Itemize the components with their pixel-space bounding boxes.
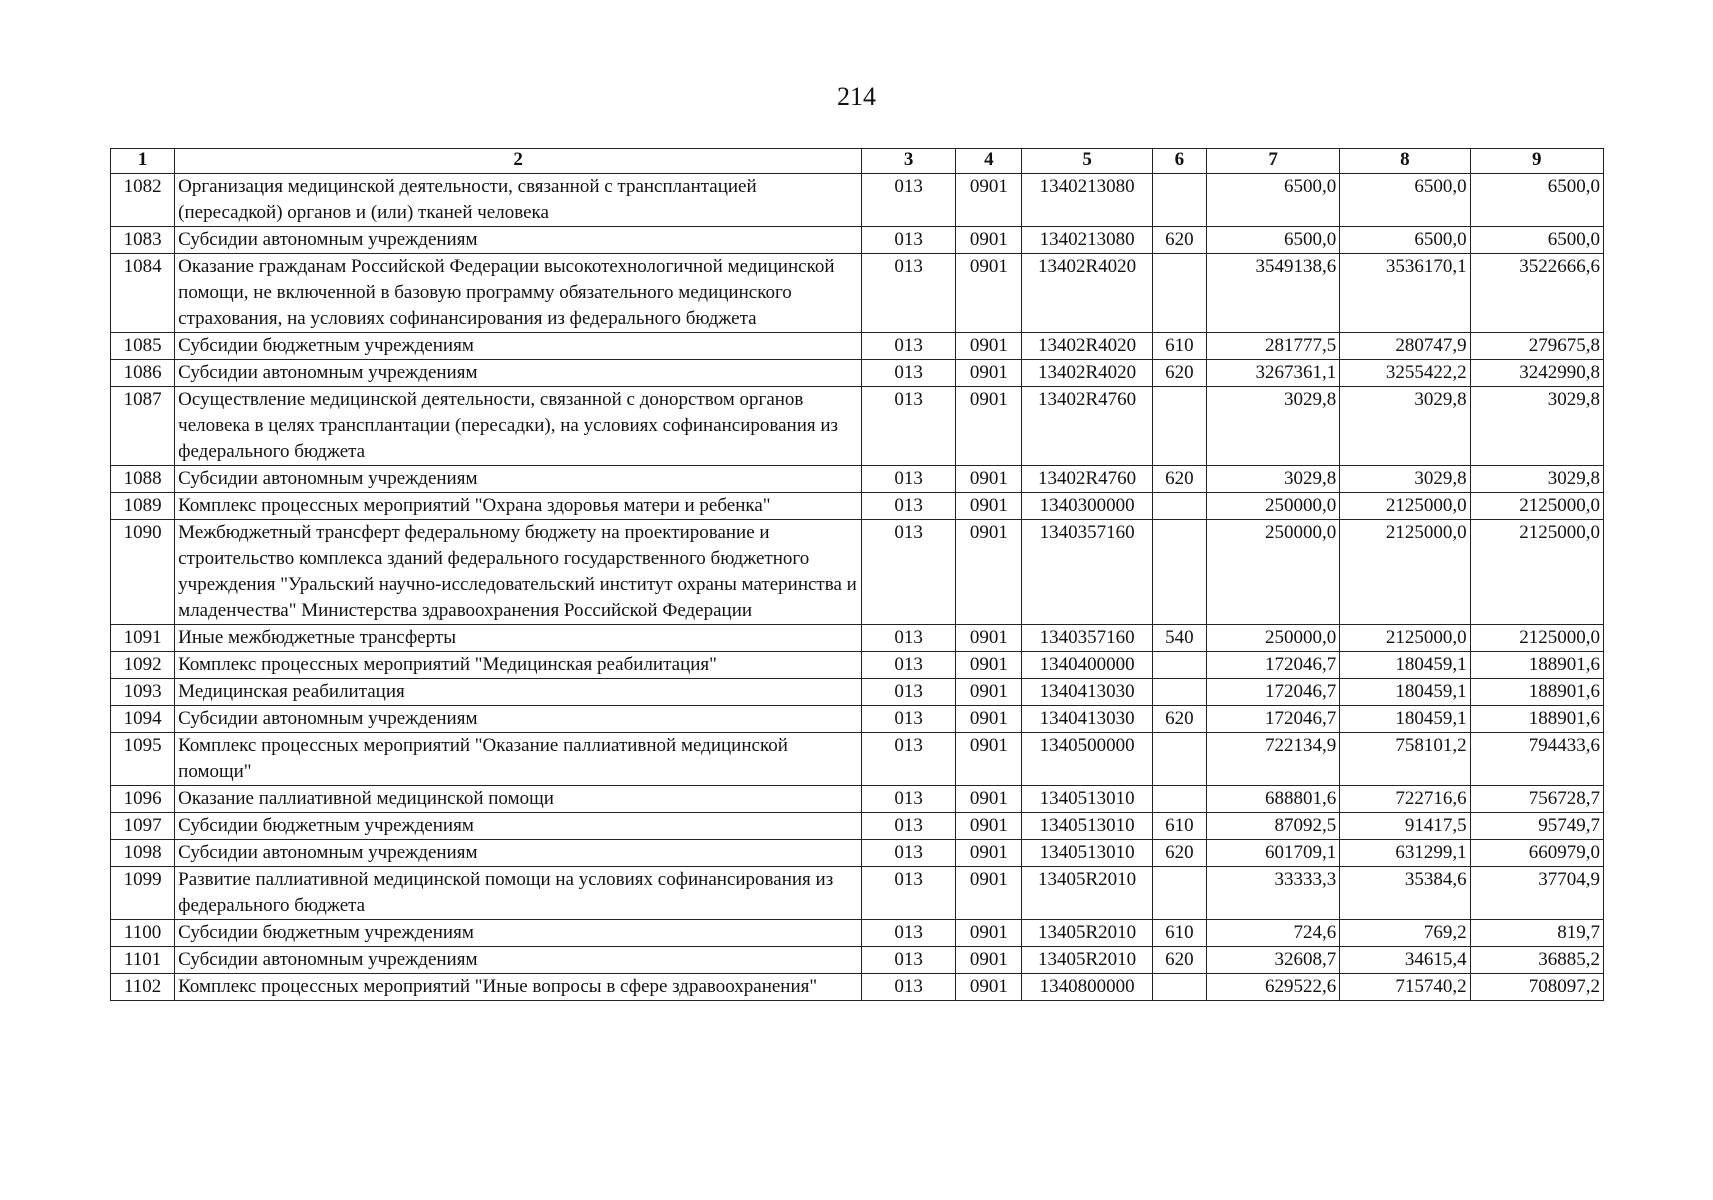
value-col-8: 2125000,0: [1340, 625, 1470, 652]
column-header: 6: [1152, 149, 1206, 174]
row-number: 1096: [111, 786, 175, 813]
value-col-9: 95749,7: [1470, 813, 1603, 840]
code-ministry: 013: [862, 625, 956, 652]
row-number: 1094: [111, 706, 175, 733]
code-target-article: 13402R4020: [1022, 254, 1152, 333]
code-ministry: 013: [862, 786, 956, 813]
value-col-8: 3029,8: [1340, 387, 1470, 466]
value-col-8: 6500,0: [1340, 227, 1470, 254]
code-ministry: 013: [862, 520, 956, 625]
row-name: Оказание гражданам Российской Федерации высокотехнологичной медицинской помощи, не включенной в базовую программу обязательного медицинского страхования, на условиях софинансирования из федерального бюджета: [175, 254, 862, 333]
code-ministry: 013: [862, 813, 956, 840]
row-number: 1092: [111, 652, 175, 679]
code-section: 0901: [956, 466, 1022, 493]
value-col-9: 3522666,6: [1470, 254, 1603, 333]
code-section: 0901: [956, 786, 1022, 813]
row-number: 1090: [111, 520, 175, 625]
value-col-8: 91417,5: [1340, 813, 1470, 840]
code-section: 0901: [956, 652, 1022, 679]
code-expense-type: 620: [1152, 466, 1206, 493]
code-ministry: 013: [862, 733, 956, 786]
row-number: 1089: [111, 493, 175, 520]
code-target-article: 1340413030: [1022, 706, 1152, 733]
value-col-7: 722134,9: [1206, 733, 1339, 786]
value-col-8: 3536170,1: [1340, 254, 1470, 333]
code-target-article: 1340300000: [1022, 493, 1152, 520]
code-target-article: 13402R4760: [1022, 466, 1152, 493]
value-col-9: 36885,2: [1470, 947, 1603, 974]
code-section: 0901: [956, 947, 1022, 974]
value-col-7: 32608,7: [1206, 947, 1339, 974]
code-ministry: 013: [862, 840, 956, 867]
value-col-9: 3029,8: [1470, 387, 1603, 466]
code-ministry: 013: [862, 974, 956, 1001]
value-col-7: 250000,0: [1206, 493, 1339, 520]
value-col-7: 33333,3: [1206, 867, 1339, 920]
column-header: 8: [1340, 149, 1470, 174]
value-col-8: 34615,4: [1340, 947, 1470, 974]
row-number: 1087: [111, 387, 175, 466]
table-body: [111, 174, 1604, 1001]
value-col-7: 629522,6: [1206, 974, 1339, 1001]
code-target-article: 1340213080: [1022, 227, 1152, 254]
row-name: Субсидии автономным учреждениям: [175, 360, 862, 387]
code-section: 0901: [956, 867, 1022, 920]
row-number: 1102: [111, 974, 175, 1001]
code-expense-type: [1152, 679, 1206, 706]
code-target-article: 1340357160: [1022, 520, 1152, 625]
code-expense-type: [1152, 174, 1206, 227]
row-number: 1095: [111, 733, 175, 786]
code-target-article: 1340800000: [1022, 974, 1152, 1001]
code-ministry: 013: [862, 387, 956, 466]
row-number: 1084: [111, 254, 175, 333]
value-col-8: 3255422,2: [1340, 360, 1470, 387]
code-expense-type: 610: [1152, 813, 1206, 840]
table-row: [111, 733, 1604, 786]
value-col-8: 715740,2: [1340, 974, 1470, 1001]
row-number: 1085: [111, 333, 175, 360]
table-row: [111, 254, 1604, 333]
column-header: 5: [1022, 149, 1152, 174]
value-col-8: 722716,6: [1340, 786, 1470, 813]
code-target-article: 13405R2010: [1022, 867, 1152, 920]
row-number: 1082: [111, 174, 175, 227]
code-ministry: 013: [862, 947, 956, 974]
table-row: [111, 466, 1604, 493]
value-col-7: 3267361,1: [1206, 360, 1339, 387]
table-row: [111, 520, 1604, 625]
value-col-7: 601709,1: [1206, 840, 1339, 867]
row-number: 1100: [111, 920, 175, 947]
value-col-7: 250000,0: [1206, 520, 1339, 625]
code-ministry: 013: [862, 706, 956, 733]
column-header: 1: [111, 149, 175, 174]
value-col-7: 172046,7: [1206, 652, 1339, 679]
row-name: Субсидии автономным учреждениям: [175, 947, 862, 974]
code-ministry: 013: [862, 652, 956, 679]
code-expense-type: 620: [1152, 947, 1206, 974]
code-ministry: 013: [862, 174, 956, 227]
row-name: Субсидии бюджетным учреждениям: [175, 920, 862, 947]
code-ministry: 013: [862, 920, 956, 947]
value-col-7: 281777,5: [1206, 333, 1339, 360]
value-col-8: 180459,1: [1340, 706, 1470, 733]
code-ministry: 013: [862, 227, 956, 254]
row-name: Иные межбюджетные трансферты: [175, 625, 862, 652]
table-row: [111, 813, 1604, 840]
code-section: 0901: [956, 974, 1022, 1001]
code-target-article: 1340213080: [1022, 174, 1152, 227]
value-col-9: 3242990,8: [1470, 360, 1603, 387]
code-expense-type: [1152, 520, 1206, 625]
value-col-9: 2125000,0: [1470, 493, 1603, 520]
code-section: 0901: [956, 493, 1022, 520]
code-ministry: 013: [862, 679, 956, 706]
row-number: 1097: [111, 813, 175, 840]
code-expense-type: [1152, 733, 1206, 786]
table-row: [111, 679, 1604, 706]
value-col-8: 35384,6: [1340, 867, 1470, 920]
code-expense-type: [1152, 493, 1206, 520]
value-col-9: 188901,6: [1470, 679, 1603, 706]
code-target-article: 1340513010: [1022, 813, 1152, 840]
code-target-article: 1340413030: [1022, 679, 1152, 706]
code-section: 0901: [956, 920, 1022, 947]
row-name: Субсидии автономным учреждениям: [175, 466, 862, 493]
code-target-article: 13405R2010: [1022, 920, 1152, 947]
row-number: 1091: [111, 625, 175, 652]
column-header: 3: [862, 149, 956, 174]
row-name: Осуществление медицинской деятельности, связанной с донорством органов человека в целях трансплантации (пересадки), на условиях софинансирования из федерального бюджета: [175, 387, 862, 466]
code-ministry: 013: [862, 333, 956, 360]
row-name: Субсидии бюджетным учреждениям: [175, 813, 862, 840]
code-expense-type: 620: [1152, 840, 1206, 867]
code-target-article: 1340513010: [1022, 786, 1152, 813]
code-section: 0901: [956, 174, 1022, 227]
code-expense-type: 610: [1152, 333, 1206, 360]
code-expense-type: [1152, 652, 1206, 679]
value-col-9: 6500,0: [1470, 174, 1603, 227]
code-section: 0901: [956, 679, 1022, 706]
column-header: 7: [1206, 149, 1339, 174]
table-row: [111, 174, 1604, 227]
table-row: [111, 387, 1604, 466]
code-expense-type: 620: [1152, 227, 1206, 254]
row-name: Субсидии бюджетным учреждениям: [175, 333, 862, 360]
table-row: [111, 706, 1604, 733]
value-col-7: 250000,0: [1206, 625, 1339, 652]
value-col-9: 3029,8: [1470, 466, 1603, 493]
value-col-7: 172046,7: [1206, 679, 1339, 706]
value-col-9: 2125000,0: [1470, 520, 1603, 625]
row-number: 1083: [111, 227, 175, 254]
row-number: 1086: [111, 360, 175, 387]
value-col-9: 279675,8: [1470, 333, 1603, 360]
value-col-8: 180459,1: [1340, 652, 1470, 679]
code-expense-type: [1152, 867, 1206, 920]
code-ministry: 013: [862, 360, 956, 387]
value-col-8: 2125000,0: [1340, 520, 1470, 625]
row-name: Субсидии автономным учреждениям: [175, 227, 862, 254]
code-section: 0901: [956, 733, 1022, 786]
table-row: [111, 360, 1604, 387]
value-col-7: 172046,7: [1206, 706, 1339, 733]
code-section: 0901: [956, 520, 1022, 625]
value-col-8: 769,2: [1340, 920, 1470, 947]
value-col-7: 6500,0: [1206, 227, 1339, 254]
code-expense-type: [1152, 387, 1206, 466]
value-col-9: 794433,6: [1470, 733, 1603, 786]
code-expense-type: [1152, 254, 1206, 333]
row-name: Субсидии автономным учреждениям: [175, 840, 862, 867]
value-col-7: 3549138,6: [1206, 254, 1339, 333]
code-ministry: 013: [862, 867, 956, 920]
row-number: 1088: [111, 466, 175, 493]
page-number: 214: [837, 82, 876, 111]
row-name: Комплекс процессных мероприятий "Иные вопросы в сфере здравоохранения": [175, 974, 862, 1001]
value-col-9: 819,7: [1470, 920, 1603, 947]
row-name: Развитие паллиативной медицинской помощи на условиях софинансирования из федерального бюджета: [175, 867, 862, 920]
code-expense-type: 540: [1152, 625, 1206, 652]
code-expense-type: [1152, 786, 1206, 813]
code-section: 0901: [956, 840, 1022, 867]
code-section: 0901: [956, 813, 1022, 840]
table-row: [111, 333, 1604, 360]
row-name: Комплекс процессных мероприятий "Оказание паллиативной медицинской помощи": [175, 733, 862, 786]
code-ministry: 013: [862, 493, 956, 520]
table-row: [111, 947, 1604, 974]
value-col-8: 6500,0: [1340, 174, 1470, 227]
code-expense-type: [1152, 974, 1206, 1001]
code-section: 0901: [956, 227, 1022, 254]
value-col-8: 180459,1: [1340, 679, 1470, 706]
table-row: [111, 786, 1604, 813]
code-target-article: 13402R4020: [1022, 333, 1152, 360]
row-name: Субсидии автономным учреждениям: [175, 706, 862, 733]
value-col-9: 660979,0: [1470, 840, 1603, 867]
code-target-article: 13405R2010: [1022, 947, 1152, 974]
column-header: 9: [1470, 149, 1603, 174]
code-section: 0901: [956, 625, 1022, 652]
budget-table: [110, 148, 1604, 1001]
column-number-row: [111, 149, 1604, 174]
code-target-article: 1340513010: [1022, 840, 1152, 867]
code-expense-type: 610: [1152, 920, 1206, 947]
code-ministry: 013: [862, 254, 956, 333]
row-name: Комплекс процессных мероприятий "Охрана здоровья матери и ребенка": [175, 493, 862, 520]
column-header: 2: [175, 149, 862, 174]
code-section: 0901: [956, 254, 1022, 333]
table-row: [111, 840, 1604, 867]
row-number: 1098: [111, 840, 175, 867]
table-row: [111, 652, 1604, 679]
column-header: 4: [956, 149, 1022, 174]
row-number: 1093: [111, 679, 175, 706]
value-col-7: 3029,8: [1206, 466, 1339, 493]
row-number: 1101: [111, 947, 175, 974]
row-number: 1099: [111, 867, 175, 920]
value-col-9: 2125000,0: [1470, 625, 1603, 652]
table-row: [111, 867, 1604, 920]
value-col-7: 724,6: [1206, 920, 1339, 947]
value-col-9: 756728,7: [1470, 786, 1603, 813]
code-expense-type: 620: [1152, 360, 1206, 387]
table-row: [111, 227, 1604, 254]
code-target-article: 1340357160: [1022, 625, 1152, 652]
row-name: Медицинская реабилитация: [175, 679, 862, 706]
code-target-article: 1340500000: [1022, 733, 1152, 786]
value-col-7: 87092,5: [1206, 813, 1339, 840]
row-name: Оказание паллиативной медицинской помощи: [175, 786, 862, 813]
code-target-article: 1340400000: [1022, 652, 1152, 679]
value-col-8: 631299,1: [1340, 840, 1470, 867]
value-col-9: 6500,0: [1470, 227, 1603, 254]
value-col-8: 280747,9: [1340, 333, 1470, 360]
table-row: [111, 493, 1604, 520]
row-name: Комплекс процессных мероприятий "Медицинская реабилитация": [175, 652, 862, 679]
value-col-9: 188901,6: [1470, 706, 1603, 733]
value-col-9: 708097,2: [1470, 974, 1603, 1001]
value-col-7: 6500,0: [1206, 174, 1339, 227]
table-row: [111, 625, 1604, 652]
value-col-7: 3029,8: [1206, 387, 1339, 466]
table-row: [111, 974, 1604, 1001]
code-section: 0901: [956, 706, 1022, 733]
code-section: 0901: [956, 360, 1022, 387]
row-name: Организация медицинской деятельности, связанной с трансплантацией (пересадкой) органов и (или) тканей человека: [175, 174, 862, 227]
value-col-9: 37704,9: [1470, 867, 1603, 920]
table-row: [111, 920, 1604, 947]
code-section: 0901: [956, 387, 1022, 466]
code-target-article: 13402R4020: [1022, 360, 1152, 387]
value-col-9: 188901,6: [1470, 652, 1603, 679]
row-name: Межбюджетный трансферт федеральному бюджету на проектирование и строительство комплекса зданий федерального государственного бюджетного учреждения "Уральский научно-исследовательский институт охраны материнства и младенчества" Министерства здравоохранения Российской Федерации: [175, 520, 862, 625]
code-ministry: 013: [862, 466, 956, 493]
value-col-8: 3029,8: [1340, 466, 1470, 493]
code-expense-type: 620: [1152, 706, 1206, 733]
value-col-8: 758101,2: [1340, 733, 1470, 786]
code-target-article: 13402R4760: [1022, 387, 1152, 466]
value-col-8: 2125000,0: [1340, 493, 1470, 520]
code-section: 0901: [956, 333, 1022, 360]
value-col-7: 688801,6: [1206, 786, 1339, 813]
